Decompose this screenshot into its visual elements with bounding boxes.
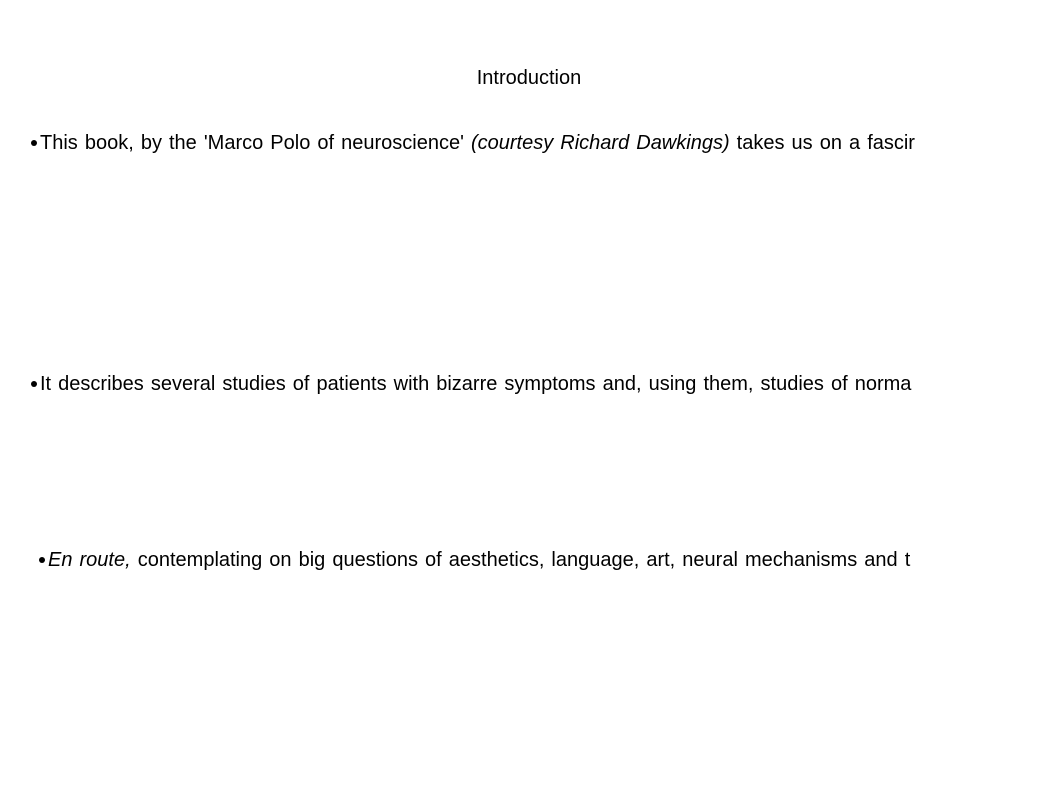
bullet-item — [31, 131, 915, 155]
bullet-text-part: This book, by the 'Marco Polo of neuroscience' — [40, 132, 471, 154]
bullet-text-italic: (courtesy Richard Dawkings) — [470, 132, 730, 154]
bullet-dot-icon — [31, 381, 37, 387]
bullet-text-part: takes us on a fascir — [729, 132, 915, 154]
bullet-dot-icon — [39, 557, 45, 563]
bullet-text: It describes several studies of patients with bizarre symptoms and, using them, studies of norma — [40, 373, 912, 395]
bullet-dot-icon — [31, 140, 37, 146]
bullet-text-italic: En route, — [48, 549, 131, 571]
bullet-item — [31, 372, 911, 396]
bullet-text-part: contemplating on big questions of aesthetics, language, art, neural mechanisms and t — [130, 549, 911, 571]
slide-title: Introduction — [476, 67, 582, 89]
bullet-item — [39, 548, 910, 572]
